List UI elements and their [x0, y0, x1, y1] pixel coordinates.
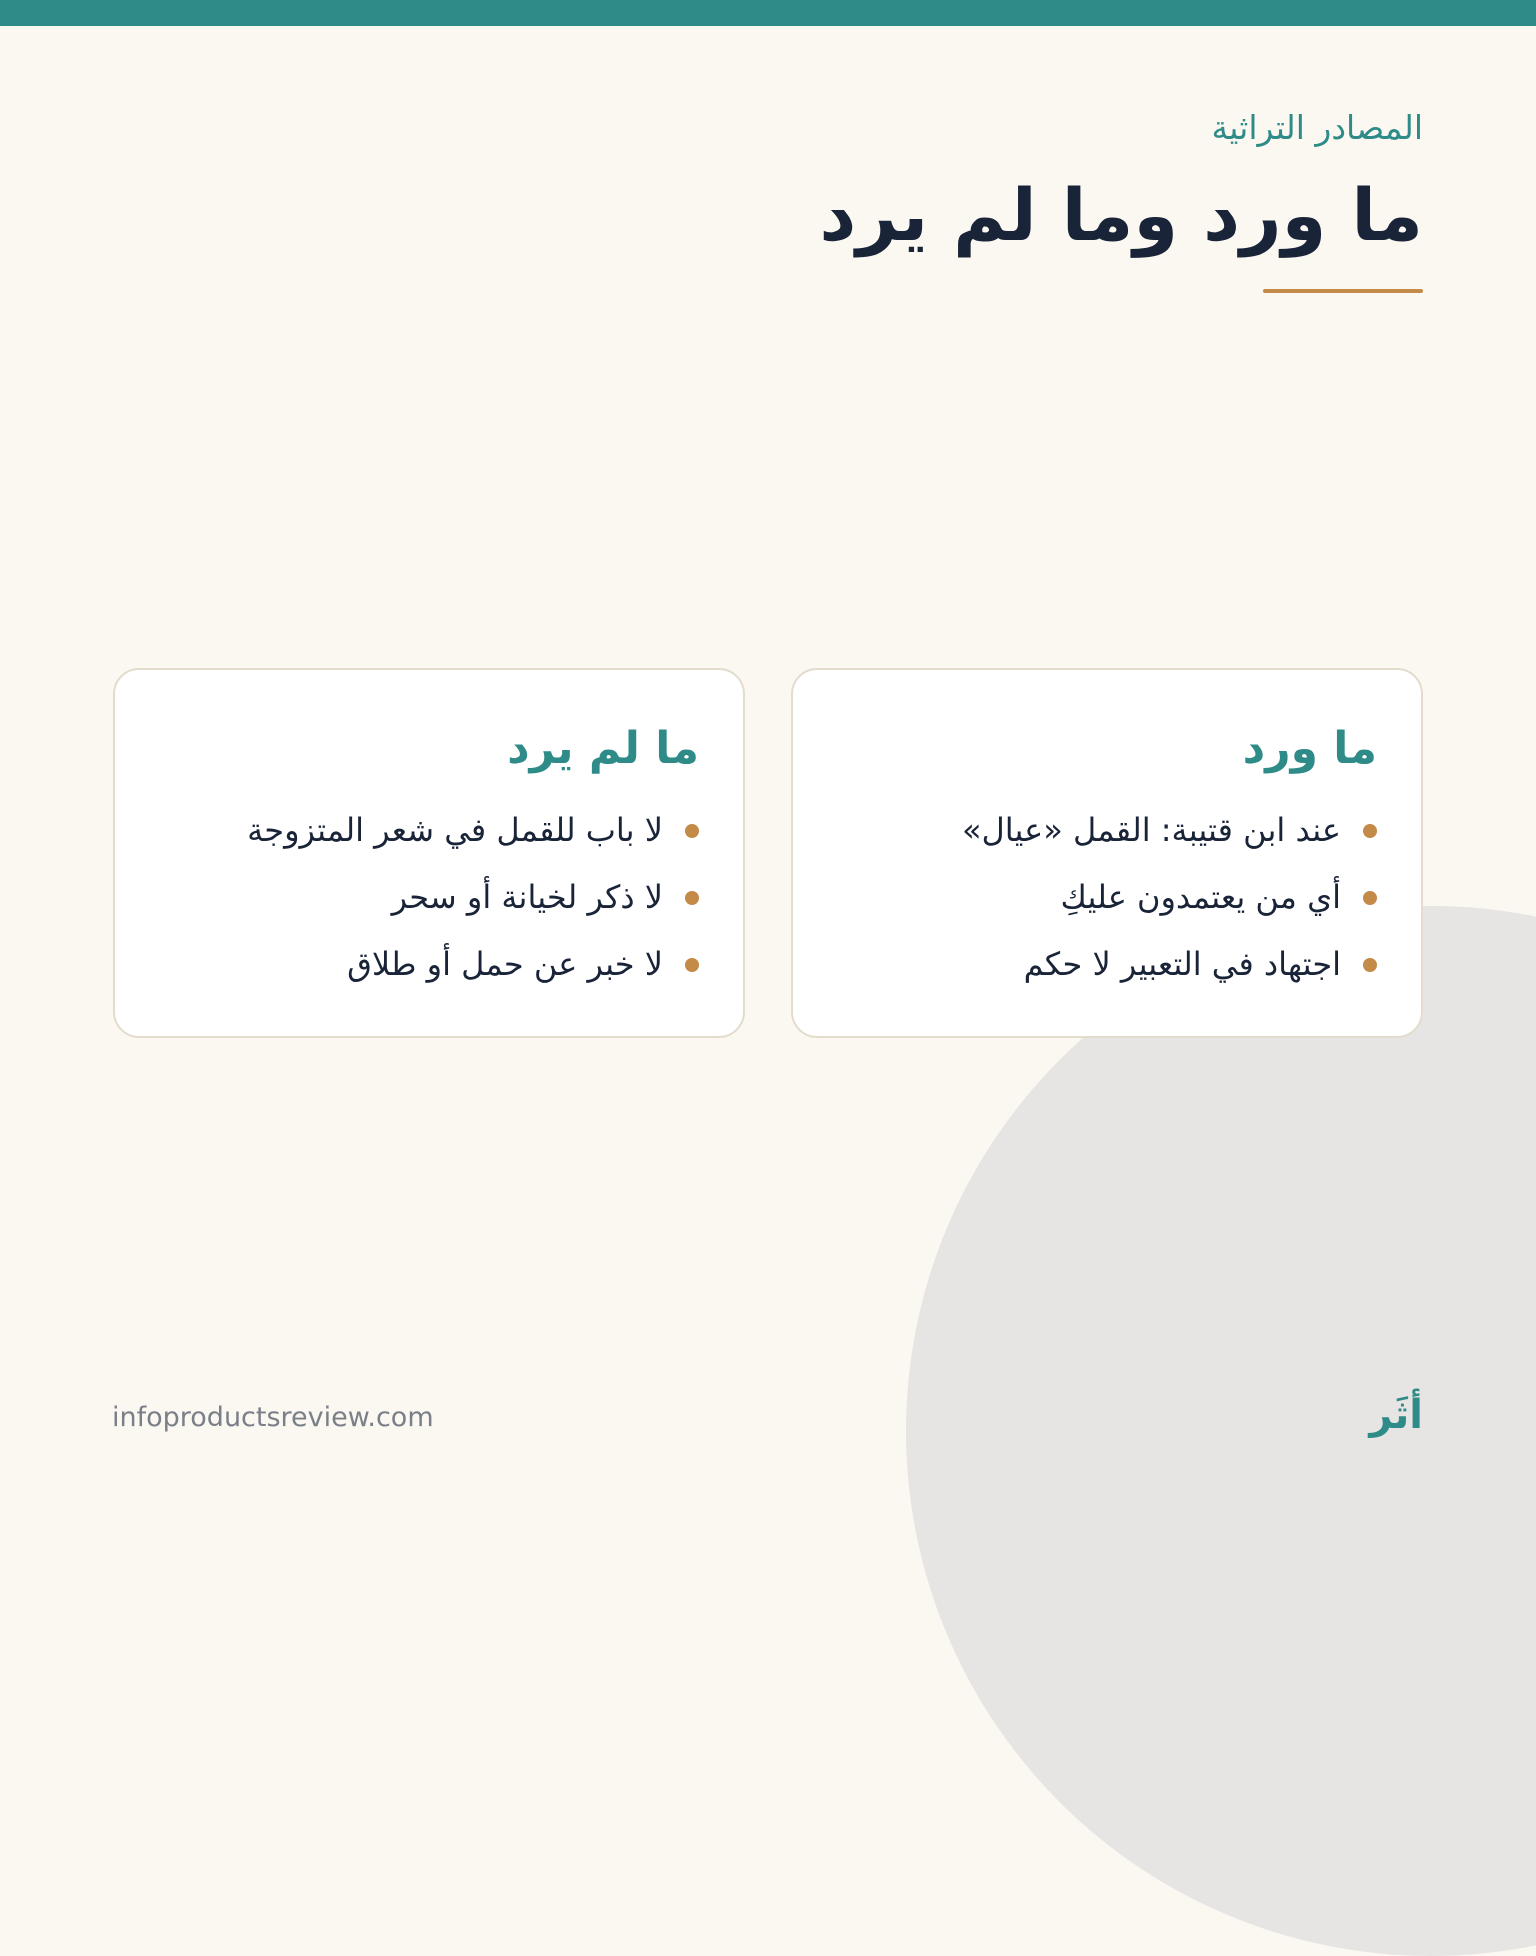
bullet-dot-icon	[685, 891, 699, 905]
list-item	[837, 797, 1377, 864]
top-accent-bar	[0, 0, 1536, 26]
list-item	[837, 864, 1377, 931]
list-item	[159, 864, 699, 931]
bullet-dot-icon	[1363, 891, 1377, 905]
background-circle-decoration	[906, 906, 1536, 1956]
bullet-dot-icon	[685, 958, 699, 972]
card-heading: ما لم يرد	[507, 723, 699, 774]
title-underline	[1263, 289, 1423, 293]
list-item-text: أي من يعتمدون عليكِ	[1060, 878, 1341, 917]
card-not-mentioned	[113, 668, 745, 1038]
list-item	[159, 931, 699, 998]
card-list	[159, 797, 699, 998]
card-list	[837, 797, 1377, 998]
bullet-dot-icon	[1363, 824, 1377, 838]
section-kicker: المصادر التراثية	[1211, 108, 1423, 147]
list-item	[159, 797, 699, 864]
list-item	[837, 931, 1377, 998]
card-heading: ما ورد	[1242, 723, 1377, 774]
list-item-text: عند ابن قتيبة: القمل «عيال»	[961, 811, 1341, 850]
list-item-text: اجتهاد في التعبير لا حكم	[1023, 945, 1341, 984]
list-item-text: لا باب للقمل في شعر المتزوجة	[247, 811, 663, 850]
footer-url: infoproductsreview.com	[112, 1402, 434, 1433]
bullet-dot-icon	[1363, 958, 1377, 972]
bullet-dot-icon	[685, 824, 699, 838]
card-mentioned	[791, 668, 1423, 1038]
page-title: ما ورد وما لم يرد	[819, 173, 1423, 257]
list-item-text: لا ذكر لخيانة أو سحر	[391, 878, 663, 917]
brand-logo: أثَر	[1369, 1392, 1423, 1438]
list-item-text: لا خبر عن حمل أو طلاق	[347, 945, 663, 984]
